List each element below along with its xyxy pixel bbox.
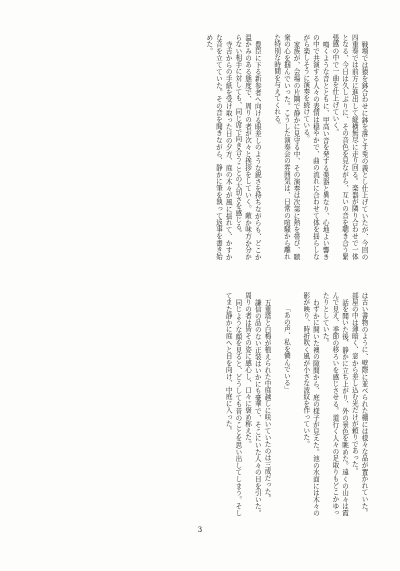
lower-text-block: [40, 292, 368, 516]
paragraph: わずかに開いた襖の隙間から、庭の様子が見えた。池の水面には木々の影が映り、時折吹く風が小さな波紋を作っていた。: [301, 292, 320, 516]
quoted-line: 「あの声、私を憐んでいる」: [282, 305, 291, 393]
paragraph: 謙信の品のない正装はいかにも豪華で、そこにいた人々の目を引いた。周りの者は皆その姿に感心し、口々に褒め称えた。: [243, 292, 262, 516]
paragraph: 戦場では猿を鉢合わせに鉢を落とす兎の義とし仕上げていたが、今回の四重奏では前方に進出して縦横無尽に走り回る。楽器が隣り合わせで一体となる、今日は久しぶりに、その音色を見ながら、互いの音を聴き合う緊張感の中で一曲を仕上げていく。: [330, 34, 368, 260]
paragraph: は古い書物のように、壁際に並べられた棚には様々な品が置かれていた。部屋の中は薄暗く、窓から差し込む光だけが頼りであった。: [350, 292, 368, 516]
paragraph: 同じような顔を見ると、どうしても昔のことを思い出してしまう。そしてまた静かに庭へと目を向け、中庭に入った。: [224, 292, 242, 516]
paragraph: 五重塔と白梅が植えられた中庭越しに咲いていたのは三成だった。: [263, 298, 271, 502]
upper-text-block: [40, 34, 368, 260]
paragraph: 話を聞いた後、静かに立ち上がり、外の景色を眺めた。遠くの山々は霞んで見え、季節の移ろいを感じさせる。道行く人々の足取りもどこかゆったりとしていた。: [321, 292, 349, 516]
page-number: 3: [197, 526, 203, 534]
paragraph: 鳴くような音とともに、甲高い音を発する楽器と異なり、心地よい響きの中で共演する人々の表情は穏やかで、曲の流れに合わせて体を揺らしながら楽しそうに演奏を続けている。: [301, 34, 330, 260]
paragraph: 豊臣に下る新参者へ向ける眼差しのような鋭さを持ちながらも、どこか温かみのある態度で、周りの者が次々と挨拶をしていく。敵か味方か分からない相手に対しても、同じ席で向き合うことの大切さを感じる。: [233, 34, 262, 260]
paragraph: 寺吉からの手紙を受け取った日の夕方、庭の木々が風に揺れて、かすかな音を立てていた。その音を聞きながら、静かに筆を執って返事を書き始めた。: [204, 34, 233, 260]
paragraph: 家族が、会場の片隅で静かに見守る中、その演奏は次第に熱を帯び、聴衆の心を掴んでいった。こうした演奏会の雰囲気は、日常の喧騒から離れた特別な時間を与えてくれる。: [272, 34, 301, 260]
